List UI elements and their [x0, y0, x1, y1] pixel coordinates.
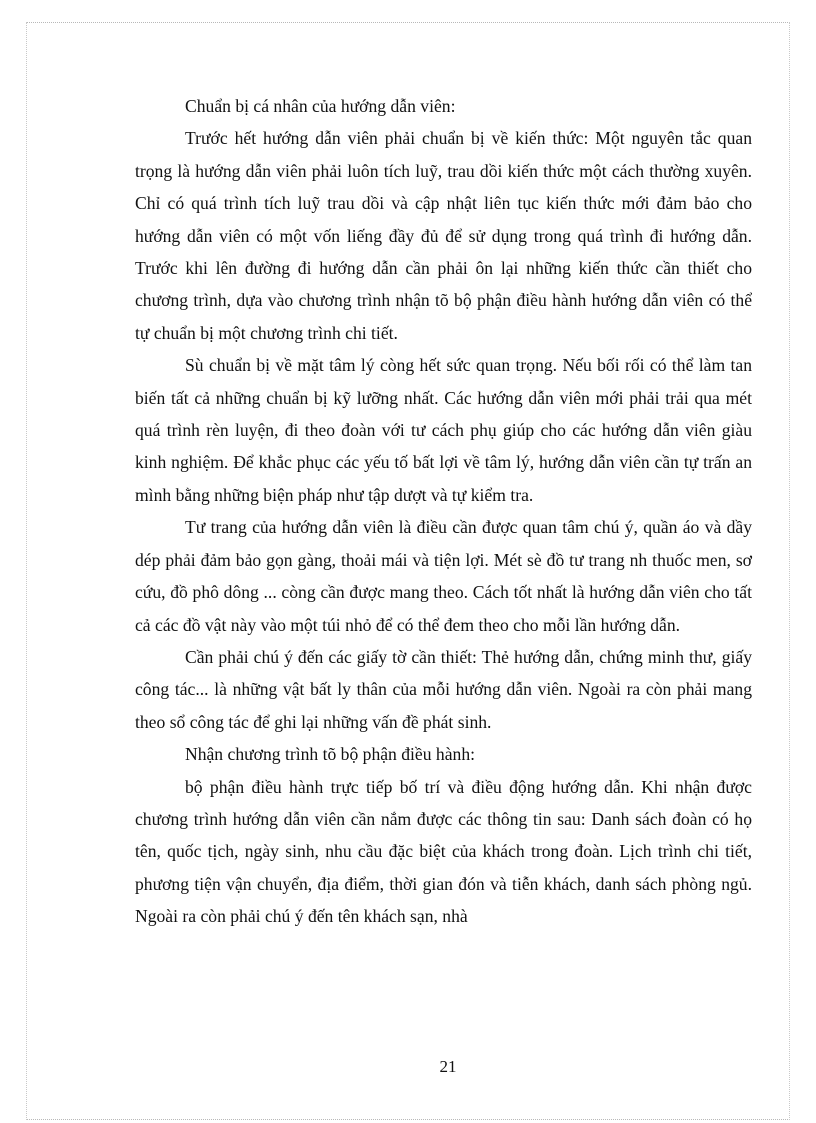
- paragraph-heading-receive-program: Nhận chương trình tõ bộ phận điều hành:: [185, 744, 476, 765]
- paragraph-operations-department: bộ phận điều hành trực tiếp bố trí và điều động hướng dẫn. Khi nhận được chương trình hướng dẫn viên cần nắm được các thông tin sau: Danh sách đoàn có họ tên, quốc tịch, ngày sinh, nhu cầu đặc biệt của khách trong đoàn. Lịch trình chi tiết, phương tiện vận chuyển, địa điểm, thời gian đón và tiễn khách, danh sách phòng ngủ. Ngoài ra còn phải chú ý đến tên khách sạn, nhà: [135, 776, 752, 927]
- paragraph-required-documents: Cần phải chú ý đến các giấy tờ cần thiết: Thẻ hướng dẫn, chứng minh thư, giấy công tác... là những vật bất ly thân của mỗi hướng dẫn viên. Ngoài ra còn phải mang theo sổ công tác để ghi lại những vấn đề phát sinh.: [135, 646, 752, 732]
- document-body: [135, 90, 752, 933]
- page-number: 21: [439, 1057, 457, 1076]
- paragraph-psychological-preparation: Sù chuẩn bị về mặt tâm lý còng hết sức quan trọng. Nếu bối rối có thể làm tan biến tất cả những chuẩn bị kỹ lưỡng nhất. Các hướng dẫn viên mới phải trải qua mét quá trình rèn luyện, đi theo đoàn với tư cách phụ giúp cho các hướng dẫn viên giàu kinh nghiệm. Để khắc phục các yếu tố bất lợi về tâm lý, hướng dẫn viên cần tự trấn an mình bằng những biện pháp như tập dượt và tự kiểm tra.: [135, 355, 752, 505]
- paragraph-personal-belongings: Tư trang của hướng dẫn viên là điều cần được quan tâm chú ý, quần áo và dầy dép phải đảm bảo gọn gàng, thoải mái và tiện lợi. Mét sè đồ tư trang nh thuốc men, sơ cứu, đồ phô dông ... còng cần được mang theo. Cách tốt nhất là hướng dẫn viên cho tất cả các đồ vật này vào một túi nhỏ để có thể đem theo cho mỗi lần hướng dẫn.: [135, 517, 752, 635]
- paragraph-heading-personal-preparation: Chuẩn bị cá nhân của hướng dẫn viên:: [185, 96, 456, 116]
- paragraph-knowledge-preparation: Trước hết hướng dẫn viên phải chuẩn bị về kiến thức: Một nguyên tắc quan trọng là hướng dẫn viên phải luôn tích luỹ, trau dồi kiến thức một cách thường xuyên. Chỉ có quá trình tích luỹ trau dồi và cập nhật liên tục kiến thức mới đảm bảo cho hướng dẫn viên có một vốn liếng đầy đủ để sử dụng trong quá trình đi hướng dẫn. Trước khi lên đường đi hướng dẫn cần phải ôn lại những kiến thức cần thiết cho chương trình, dựa vào chương trình nhận tõ bộ phận điều hành hướng dẫn viên có thể tự chuẩn bị một chương trình chi tiết.: [135, 128, 752, 343]
